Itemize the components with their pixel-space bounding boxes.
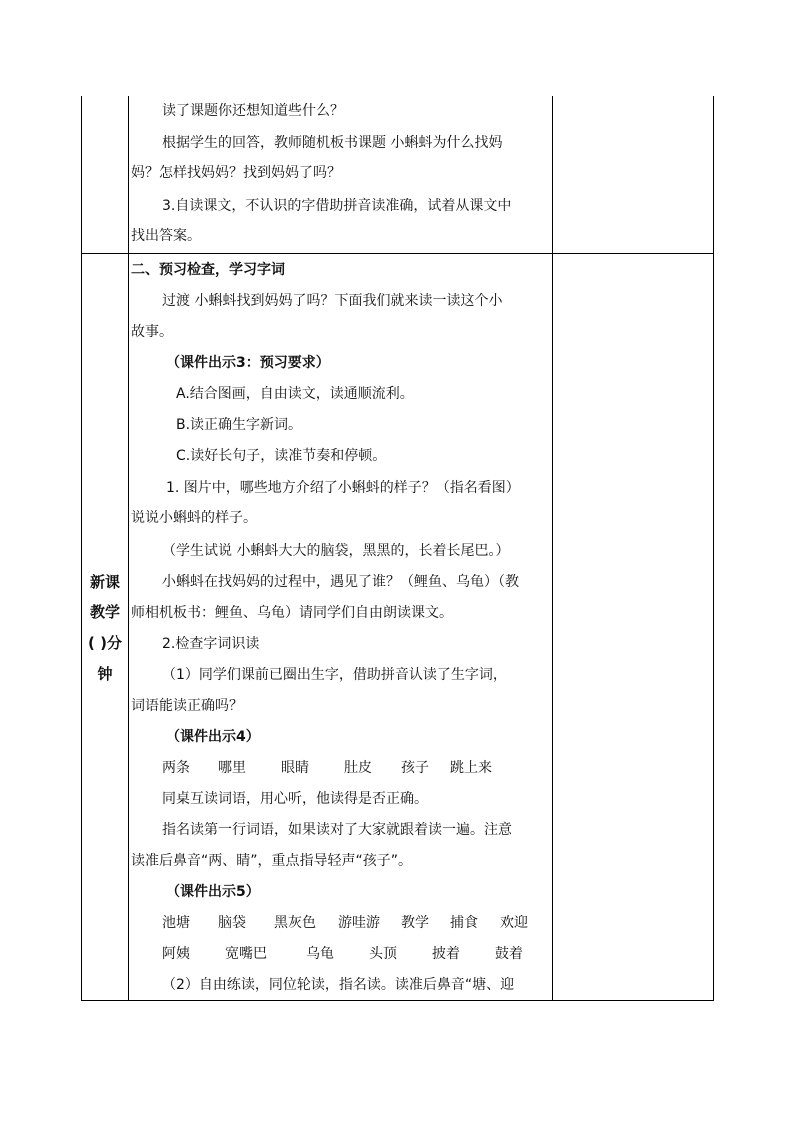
row2-line: （1）同学们课前已圈出生字，借助拼音认读了生字词， (162, 667, 507, 683)
vocab-word: 宽嘴巴 (225, 946, 267, 962)
row2-line: 过渡 小蝌蚪找到妈妈了吗？下面我们就来读一读这个小 (162, 293, 503, 309)
section-label-line: 教学 (89, 603, 120, 621)
row2-line: A.结合图画，自由读文，读通顺流利。 (176, 386, 414, 402)
row2-line: （2）自由练读，同位轮读，指名读。读准后鼻音“塘、迎 (162, 977, 515, 993)
row1-line: 读了课题你还想知道些什么？ (162, 103, 344, 119)
table-row-divider (81, 253, 714, 254)
vocab-word: 眼睛 (281, 760, 309, 776)
row2-line: 2.检查字词识读 (162, 636, 260, 652)
row1-line: 找出答案。 (131, 228, 201, 244)
row1-line: 妈？怎样找妈妈？找到妈妈了吗？ (131, 165, 341, 181)
vocab-word: 欢迎 (500, 915, 528, 931)
row1-line: 3.自读课文，不认识的字借助拼音读准确，试着从课文中 (162, 198, 512, 214)
vocab-word: 黑灰色 (274, 915, 316, 931)
courseware-note: （课件出示3：预习要求） (166, 355, 330, 371)
courseware-note: （课件出示4） (166, 729, 260, 745)
courseware-note: （课件出示5） (166, 884, 260, 900)
row2-line: 故事。 (131, 324, 173, 340)
table-left-border (81, 96, 82, 1001)
vocab-word: 教学 (401, 915, 429, 931)
vocab-word: 孩子 (401, 760, 429, 776)
vocab-word: 池塘 (162, 915, 190, 931)
row2-line: B.读正确生字新词。 (176, 417, 303, 433)
row2-line: 1. 图片中，哪些地方介绍了小蝌蚪的样子？（指名看图） (166, 480, 520, 496)
row2-line: 指名读第一行词语，如果读对了大家就跟着读一遍。注意 (162, 822, 512, 838)
row2-line: 小蝌蚪在找妈妈的过程中，遇见了谁？（鲤鱼、乌龟）（教 (162, 574, 519, 590)
table-col1-divider (128, 96, 129, 1001)
row2-line: 读准后鼻音“两、睛”，重点指导轻声“孩子”。 (131, 853, 413, 869)
vocab-word: 脑袋 (218, 915, 246, 931)
row2-line: 说说小蝌蚪的样子。 (131, 510, 257, 526)
row2-line: 同桌互读词语，用心听，他读得是否正确。 (162, 791, 428, 807)
vocab-word: 游哇游 (338, 915, 380, 931)
vocab-word: 肚皮 (344, 760, 372, 776)
section-label-line: ( )分 (88, 634, 122, 652)
row1-line: 根据学生的回答，教师随机板书课题 小蝌蚪为什么找妈 (162, 135, 503, 151)
vocab-word: 乌龟 (306, 946, 334, 962)
row2-line: 词语能读正确吗？ (131, 698, 243, 714)
table-col2-divider (552, 96, 553, 1001)
section-label-line: 新课 (89, 573, 120, 591)
row2-line: 师相机板书：鲤鱼、乌龟）请同学们自由朗读课文。 (131, 605, 453, 621)
table-bottom-border (81, 1000, 714, 1001)
vocab-word: 鼓着 (495, 946, 523, 962)
section-heading: 二、预习检查，学习字词 (131, 262, 285, 278)
section-label-line: 钟 (97, 665, 113, 683)
vocab-word: 捕食 (450, 915, 478, 931)
row2-line: （学生试说 小蝌蚪大大的脑袋，黑黑的，长着长尾巴。） (162, 543, 510, 559)
vocab-word: 两条 (162, 760, 190, 776)
table-right-border (713, 96, 714, 1001)
vocab-word: 跳上来 (450, 760, 492, 776)
vocab-word: 阿姨 (162, 946, 190, 962)
vocab-word: 披着 (432, 946, 460, 962)
vocab-word: 哪里 (218, 760, 246, 776)
vocab-word: 头顶 (369, 946, 397, 962)
row2-line: C.读好长句子，读准节奏和停顿。 (176, 448, 387, 464)
